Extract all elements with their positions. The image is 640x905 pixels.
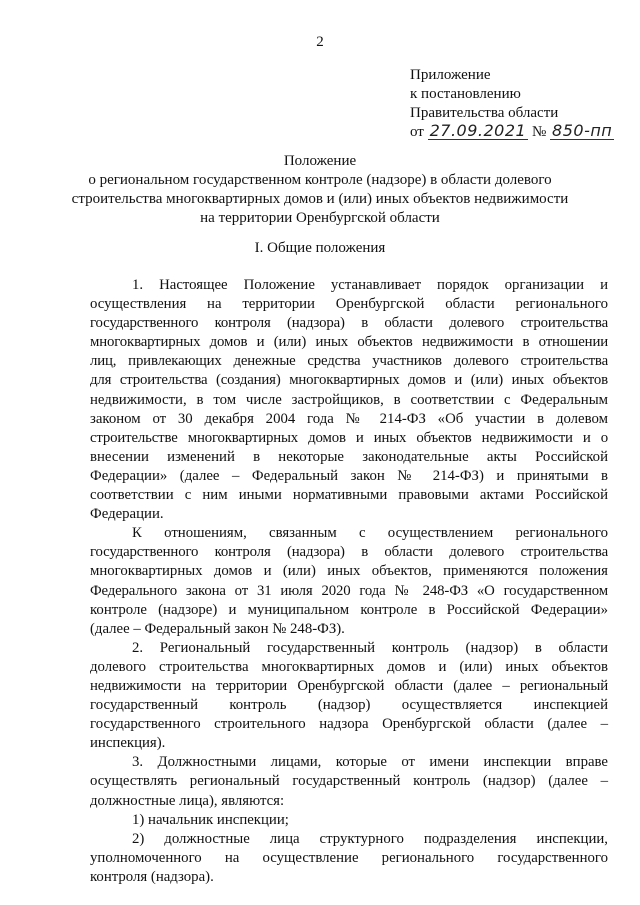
body-line: государственного строительного надзора Оренбургской области (далее – bbox=[90, 716, 608, 733]
body-line: многоквартирных домов и (или) иных объектов недвижимости в отношении bbox=[90, 334, 608, 351]
body-line: инспекция). bbox=[90, 735, 166, 752]
annex-date-line bbox=[410, 123, 614, 142]
body-line: Федерации. bbox=[90, 506, 164, 523]
document-body bbox=[90, 276, 608, 887]
body-line: 2. Региональный государственный контроль (надзор) в области bbox=[132, 639, 608, 656]
body-line: соответствии с ним иными нормативными правовыми актами Российской bbox=[90, 487, 608, 504]
handwritten-date: 27.09.2021 bbox=[429, 121, 527, 140]
annex-line-2: к постановлению bbox=[410, 86, 521, 102]
document-title bbox=[60, 152, 580, 228]
body-line: контроля (надзора). bbox=[90, 868, 214, 885]
body-line: (далее – Федеральный закон № 248-ФЗ). bbox=[90, 620, 345, 637]
annex-line-3: Правительства области bbox=[410, 105, 559, 121]
body-line: законом от 30 декабря 2004 года № 214-ФЗ «Об участии в долевом bbox=[90, 410, 608, 427]
body-line: многоквартирных домов и (или) иных объектов, применяются положения bbox=[90, 563, 608, 580]
title-line-2: о региональном государственном контроле (надзоре) в области долевого bbox=[88, 172, 552, 188]
body-line: осуществления на территории Оренбургской области регионального bbox=[90, 296, 608, 313]
section-heading: I. Общие положения bbox=[254, 240, 386, 256]
body-line: Федерации» (далее – Федеральный закон № 214-ФЗ) и принятыми в bbox=[90, 467, 608, 484]
number-prefix: № bbox=[531, 124, 547, 140]
title-line-3: строительства многоквартирных домов и (или) иных объектов недвижимости bbox=[71, 191, 569, 207]
body-line: недвижимости, в том числе застройщиков, в соответствии с Федеральным bbox=[90, 391, 608, 408]
body-line: должностные лица), являются: bbox=[90, 792, 285, 809]
title-line-1: Положение bbox=[283, 153, 357, 169]
body-line: 2) должностные лица структурного подразделения инспекции, bbox=[132, 830, 608, 847]
body-line: 1) начальник инспекции; bbox=[132, 811, 289, 828]
body-line: 3. Должностными лицами, которые от имени инспекции вправе bbox=[132, 754, 608, 771]
title-line-4: на территории Оренбургской области bbox=[200, 210, 440, 226]
body-line: К отношениям, связанным с осуществлением регионального bbox=[132, 525, 608, 542]
body-line: осуществлять региональный государственный контроль (надзор) (далее – bbox=[90, 773, 608, 790]
annex-block bbox=[410, 66, 614, 142]
page-number: 2 bbox=[316, 34, 324, 50]
annex-line-1: Приложение bbox=[410, 67, 491, 83]
body-line: 1. Настоящее Положение устанавливает порядок организации и bbox=[132, 277, 608, 293]
body-line: строительстве многоквартирных домов и иных объектов недвижимости и о bbox=[90, 429, 608, 446]
body-line: недвижимости на территории Оренбургской области (далее – региональный bbox=[90, 677, 608, 694]
handwritten-number: 850-пп bbox=[552, 121, 613, 140]
body-line: государственного контроля (надзора) в области долевого строительства bbox=[90, 544, 608, 561]
body-line: внесении изменений в некоторые законодательные акты Российской bbox=[90, 448, 608, 465]
date-prefix: от bbox=[410, 124, 424, 140]
body-line: для строительства (создания) многоквартирных домов и (или) иных объектов bbox=[90, 372, 608, 389]
body-line: лиц, привлекающих денежные средства участников долевого строительства bbox=[90, 353, 608, 370]
body-line: контроле (надзоре) и муниципальном контроле в Российской Федерации» bbox=[90, 601, 608, 618]
body-line: государственного контроля (надзора) в области долевого строительства bbox=[90, 315, 608, 332]
body-line: долевого строительства многоквартирных домов и (или) иных объектов bbox=[90, 658, 608, 675]
body-line: Федерального закона от 31 июля 2020 года № 248-ФЗ «О государственном bbox=[90, 582, 608, 599]
body-line: уполномоченного на осуществление регионального государственного bbox=[90, 849, 608, 866]
body-line: государственный контроль (надзор) осуществляется инспекцией bbox=[90, 697, 608, 714]
